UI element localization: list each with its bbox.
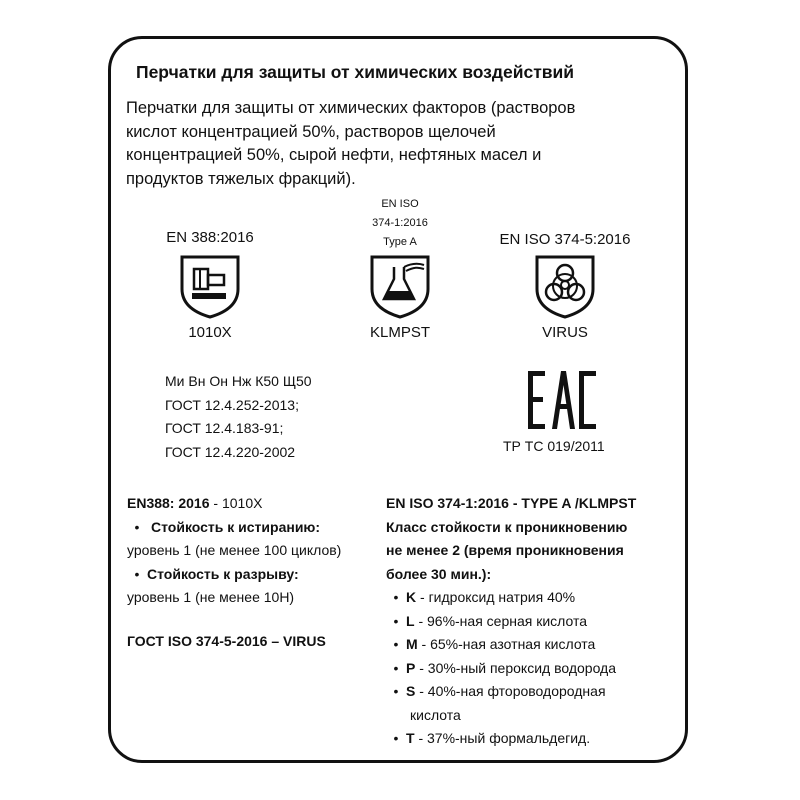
chem-standard-line: EN ISO — [381, 198, 419, 210]
abrasion-item: • Стойкость к истиранию: — [134, 518, 321, 535]
intro-line: Перчатки для защиты от химических факторов (растворов — [126, 99, 576, 117]
class-line: более 30 мин.): — [386, 565, 492, 582]
left-column — [127, 492, 341, 610]
tear-item: • Стойкость к разрыву: — [134, 565, 299, 582]
flask-shield-icon — [368, 253, 432, 319]
chem-code: KLMPST — [369, 324, 430, 341]
en374-header: EN ISO 374-1:2016 - TYPE A /KLMPST — [386, 495, 637, 511]
intro-text — [126, 97, 686, 191]
chem-standard-label — [340, 195, 460, 252]
abrasion-value: уровень 1 (не менее 100 циклов) — [127, 542, 342, 558]
right-column — [386, 492, 636, 751]
mech-standard-label: EN 388:2016 — [166, 229, 254, 246]
intro-line: продуктов тяжелых фракций). — [126, 169, 356, 188]
class-line: не менее 2 (время проникновения — [386, 542, 624, 558]
eac-logo — [528, 371, 596, 429]
tr-ts-label: ТР ТС 019/2011 — [503, 438, 605, 454]
intro-line: концентрацией 50%, сырой нефти, нефтяных масел и — [126, 146, 542, 164]
en388-header: EN388: 2016 - 1010X — [127, 495, 263, 511]
mech-code: 1010X — [188, 324, 232, 341]
tear-value: уровень 1 (не менее 10Н) — [127, 589, 295, 605]
gost-list — [165, 370, 312, 464]
gost-line: ГОСТ 12.4.220-2002 — [165, 443, 296, 460]
bio-code: VIRUS — [542, 324, 588, 341]
class-line: Класс стойкости к проникновению — [386, 518, 628, 535]
hammer-shield-icon — [178, 253, 242, 319]
gost-line: ГОСТ 12.4.183-91; — [165, 420, 284, 436]
chem-item-p: • P - 30%-ный пероксид водорода — [393, 659, 617, 676]
gost-virus-heading: ГОСТ ISO 374-5-2016 – VIRUS — [127, 633, 326, 649]
chem-item-m: • M - 65%-ная азотная кислота — [393, 636, 596, 652]
biohazard-shield-icon — [533, 253, 597, 319]
gost-line: Ми Вн Он Нж К50 Щ50 — [165, 373, 312, 389]
gost-line: ГОСТ 12.4.252-2013; — [165, 396, 299, 413]
chem-item-k: • K - гидроксид натрия 40% — [393, 589, 576, 605]
chem-item-s: • S - 40%-ная фтороводородная — [393, 683, 606, 699]
chem-standard-line: 374-1:2016 — [372, 217, 428, 229]
chem-item-l: • L - 96%-ная серная кислота — [393, 612, 588, 629]
chem-item-t: • T - 37%-ный формальдегид. — [393, 730, 591, 746]
chem-standard-line: Type A — [383, 236, 417, 248]
page-title: Перчатки для защиты от химических воздействий — [136, 62, 575, 82]
chem-item-s-continuation: кислота — [410, 706, 461, 723]
bio-standard-label: EN ISO 374-5:2016 — [499, 231, 631, 248]
intro-line: кислот концентрацией 50%, растворов щелочей — [126, 122, 496, 141]
